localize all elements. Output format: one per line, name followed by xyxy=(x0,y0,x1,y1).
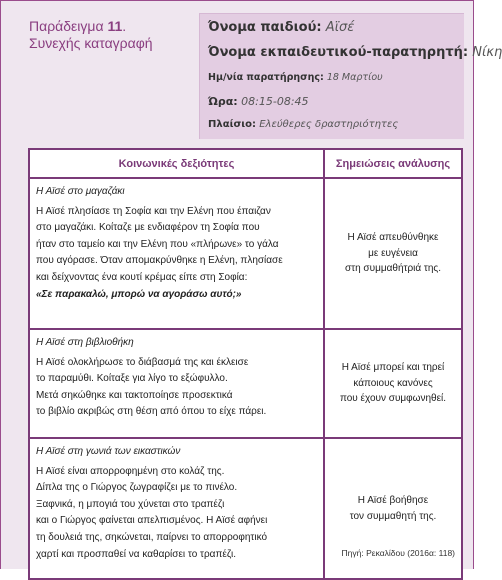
observation-line: και δείχνοντας ένα κουτί κρέμας είπε στη Σοφία: xyxy=(36,271,248,283)
child-name-value: Αϊσέ xyxy=(325,20,355,35)
observation-line: Δίπλα της ο Γιώργος ζωγραφίζει με το πινέλο. xyxy=(36,482,238,494)
example-subtitle: Συνεχής καταγραφή xyxy=(29,35,153,51)
table-header-row xyxy=(29,149,462,178)
analysis-note-cell xyxy=(324,178,462,329)
analysis-note-line: κάποιους κανόνες xyxy=(353,377,433,389)
observation-date-label: Ημ/νία παρατήρησης: xyxy=(208,72,324,83)
observation-time-line xyxy=(208,95,309,108)
observation-date-value: 18 Μαρτίου xyxy=(326,72,383,83)
table-row xyxy=(29,178,462,329)
analysis-note-line: με ευγένεια xyxy=(368,247,418,259)
scene-title: Η Αϊσέ στη γωνιά των εικαστικών xyxy=(36,446,181,457)
observation-cell xyxy=(29,178,324,329)
observation-line: Μετά σηκώθηκε και τακτοποίησε προσεκτικά xyxy=(36,389,233,401)
observation-line: και ο Γιώργος φαίνεται απελπισμένος. Η Αϊσέ αφήνει xyxy=(36,515,268,527)
observation-cell xyxy=(29,329,324,438)
example-title xyxy=(29,18,153,52)
example-period: . xyxy=(122,18,127,34)
analysis-note-line: τον συμμαθητή της. xyxy=(349,510,437,522)
context-line xyxy=(208,119,398,130)
teacher-name-value: Νίκη xyxy=(472,45,502,60)
observation-line: ήταν στο ταμείο και την Ελένη που «πλήρωνε» το γάλα xyxy=(36,238,279,250)
scene-title: Η Αϊσέ στη βιβλιοθήκη xyxy=(36,337,134,348)
context-value: Ελεύθερες δραστηριότητες xyxy=(259,119,399,130)
child-name-label: Όνομα παιδιού: xyxy=(208,20,322,35)
example-number: 11 xyxy=(107,18,123,34)
observation-line: το παραμύθι. Κοίταξε για λίγο το εξώφυλλο. xyxy=(36,373,228,385)
observation-time-value: 08:15-08:45 xyxy=(241,95,309,108)
header-analysis-notes: Σημειώσεις ανάλυσης xyxy=(324,149,462,178)
child-name-line xyxy=(208,20,354,35)
example-label: Παράδειγμα xyxy=(29,18,104,34)
observation-line: το βιβλίο ακριβώς στη θέση από όπου το είχε πάρει. xyxy=(36,406,267,418)
teacher-name-line xyxy=(208,45,502,60)
analysis-note-line: Η Αϊσέ βοήθησε xyxy=(357,495,429,506)
teacher-name-label: Όνομα εκπαιδευτικού-παρατηρητή: xyxy=(208,45,469,60)
observation-line: που αγόρασε. Όταν απομακρύνθηκε η Ελένη, πλησίασε xyxy=(36,255,283,267)
observation-date-line xyxy=(208,72,383,83)
observation-table xyxy=(28,148,463,580)
scene-title: Η Αϊσέ στο μαγαζάκι xyxy=(36,186,125,197)
context-label: Πλαίσιο: xyxy=(208,119,257,130)
observation-line: Η Αϊσέ πλησίασε τη Σοφία και την Ελένη που έπαιζαν xyxy=(36,205,271,217)
table-row xyxy=(29,329,462,438)
observation-time-label: Ώρα: xyxy=(208,95,238,108)
analysis-note-line: Η Αϊσέ μπορεί και τηρεί xyxy=(341,362,445,374)
source-citation: Πηγή: Ρεκαλίδου (2016α: 118) xyxy=(341,548,455,558)
observation-line: Ξαφνικά, η μπογιά του χύνεται στο τραπέζι xyxy=(36,498,225,510)
observation-line: χαρτί και προσπαθεί να καθαρίσει το τραπέζι. xyxy=(36,548,237,560)
analysis-note-line: Η Αϊσέ απευθύνθηκε xyxy=(347,232,439,244)
quoted-speech: «Σε παρακαλώ, μπορώ να αγοράσω αυτό;» xyxy=(36,288,242,300)
observation-line: στο μαγαζάκι. Κοίταζε με ενδιαφέρον τη Σοφία που xyxy=(36,222,260,234)
observation-line: Η Αϊσέ είναι απορροφημένη στο κολάζ της. xyxy=(36,465,225,477)
observation-line: Η Αϊσέ ολοκλήρωσε το διάβασμά της και έκλεισε xyxy=(36,356,249,368)
header-social-skills: Κοινωνικές δεξιότητες xyxy=(29,149,324,178)
observation-cell xyxy=(29,438,324,579)
analysis-note-line: στη συμμαθήτριά της. xyxy=(344,263,442,275)
analysis-note-line: που έχουν συμφωνηθεί. xyxy=(339,393,447,405)
observation-info-box xyxy=(199,13,502,139)
analysis-note-cell xyxy=(324,329,462,438)
observation-line: τη δουλειά της, σηκώνεται, παίρνει το απορροφητικό xyxy=(36,531,268,543)
